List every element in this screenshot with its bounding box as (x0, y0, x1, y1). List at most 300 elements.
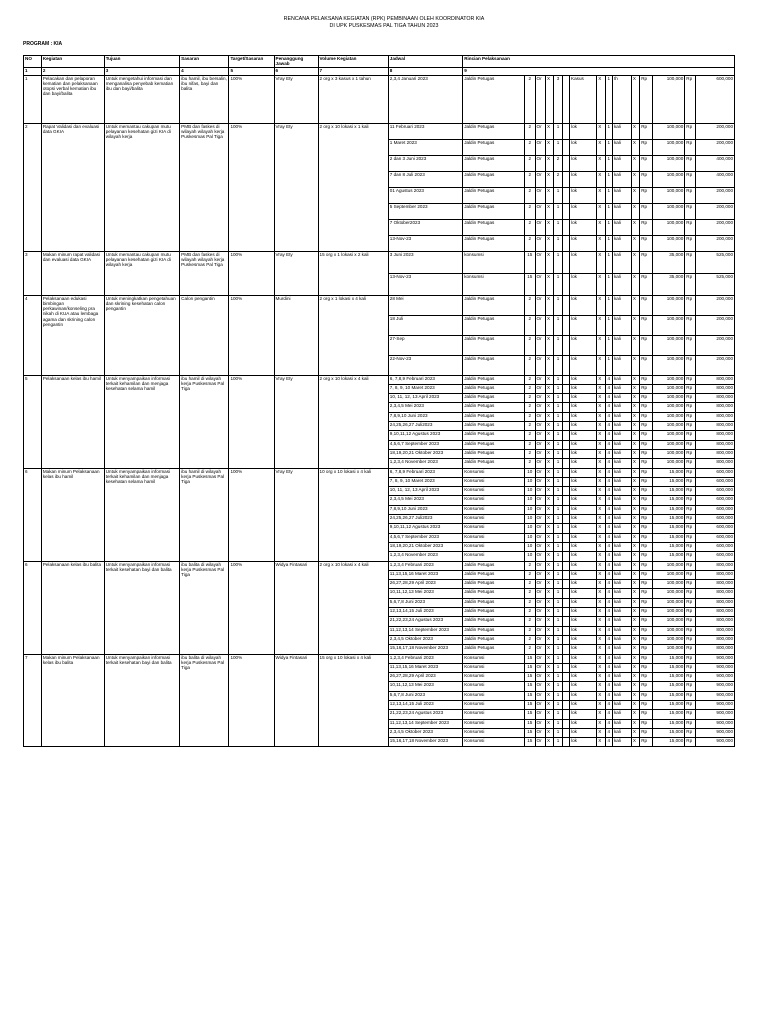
qty-orang-cell: 10 (525, 496, 535, 505)
unit-orang-cell: Or (535, 533, 545, 542)
times-cell: X (631, 719, 639, 728)
currency-cell: Rp (685, 139, 695, 155)
unit-kali-cell: kali (613, 187, 632, 203)
rincian-cell: Jaldin Petugas (463, 355, 525, 375)
total-cell: 900,000 (695, 663, 734, 672)
target-cell: 100% (229, 75, 274, 123)
unit-lokasi-cell: lok (570, 315, 597, 335)
rincian-cell: Konsumsi (463, 719, 525, 728)
blank-cell (562, 487, 569, 496)
jadwal-cell: 7 Oktober2023 (388, 219, 462, 235)
times-cell: X (631, 384, 639, 393)
times-cell: X (597, 626, 605, 635)
rincian-cell: Konsumsi (463, 477, 525, 486)
unit-orang-cell: Or (535, 477, 545, 486)
times-cell: X (631, 580, 639, 589)
times-cell: X (545, 663, 553, 672)
qty-kali-cell: 4 (605, 570, 612, 579)
qty-lokasi-cell: 1 (554, 598, 562, 607)
times-cell: X (597, 663, 605, 672)
currency-cell: Rp (685, 710, 695, 719)
blank-cell (562, 635, 569, 644)
blank-cell (562, 589, 569, 598)
rincian-cell: konsumsi (463, 251, 525, 273)
blank-cell (562, 673, 569, 682)
jadwal-cell: 21,22,23,24 Agustus 2023 (388, 617, 462, 626)
unit-kali-cell: kali (613, 728, 632, 737)
blank-cell (562, 295, 569, 315)
currency-cell: Rp (640, 449, 653, 458)
qty-kali-cell: 1 (605, 187, 612, 203)
times-cell: X (545, 496, 553, 505)
currency-cell: Rp (685, 449, 695, 458)
pj-cell: Vray Ety (274, 123, 318, 251)
qty-orang-cell: 15 (525, 710, 535, 719)
unit-price-cell: 100,000 (652, 403, 684, 412)
rincian-cell: Jaldin Petugas (463, 412, 525, 421)
unit-lokasi-cell: lok (570, 645, 597, 654)
qty-kali-cell: 4 (605, 719, 612, 728)
total-cell: 800,000 (695, 645, 734, 654)
qty-orang-cell: 2 (525, 295, 535, 315)
jadwal-cell: 24,25,26,27 Juli2023 (388, 515, 462, 524)
unit-kali-cell: kali (613, 515, 632, 524)
qty-lokasi-cell: 1 (554, 524, 562, 533)
currency-cell: Rp (685, 273, 695, 295)
qty-orang-cell: 2 (525, 449, 535, 458)
unit-price-cell: 15,000 (652, 700, 684, 709)
currency-cell: Rp (685, 691, 695, 700)
qty-lokasi-cell: 1 (554, 335, 562, 355)
rincian-cell: Jaldin Petugas (463, 139, 525, 155)
unit-orang-cell: Or (535, 403, 545, 412)
tujuan-cell: Untuk meningkatkan pengetahuan dan skrining kesehatan calon pengantin (104, 295, 179, 375)
times-cell: X (545, 635, 553, 644)
unit-price-cell: 15,000 (652, 654, 684, 663)
unit-lokasi-cell: lok (570, 155, 597, 171)
rincian-cell: Konsumsi (463, 682, 525, 691)
blank-cell (562, 524, 569, 533)
qty-lokasi-cell: 1 (554, 580, 562, 589)
total-cell: 800,000 (695, 589, 734, 598)
qty-lokasi-cell: 1 (554, 412, 562, 421)
unit-orang-cell: Or (535, 617, 545, 626)
total-cell: 800,000 (695, 403, 734, 412)
column-number-cell: 3 (104, 67, 179, 75)
qty-orang-cell: 2 (525, 598, 535, 607)
total-cell: 200,000 (695, 295, 734, 315)
currency-cell: Rp (685, 533, 695, 542)
currency-cell: Rp (640, 315, 653, 335)
volume-cell: 15 org x 1 lokasi x 2 kali (318, 251, 388, 295)
blank-cell (562, 219, 569, 235)
currency-cell: Rp (685, 335, 695, 355)
unit-lokasi-cell: lok (570, 738, 597, 747)
unit-orang-cell: Or (535, 542, 545, 551)
currency-cell: Rp (640, 394, 653, 403)
unit-kali-cell: kali (613, 663, 632, 672)
unit-lokasi-cell: lok (570, 384, 597, 393)
times-cell: X (597, 719, 605, 728)
qty-orang-cell: 10 (525, 487, 535, 496)
total-cell: 800,000 (695, 580, 734, 589)
jadwal-cell: 2,3,4,5 Mei 2023 (388, 496, 462, 505)
times-cell: X (631, 459, 639, 468)
currency-cell: Rp (640, 295, 653, 315)
no-cell: 2 (24, 123, 42, 251)
blank-cell (562, 561, 569, 570)
currency-cell: Rp (685, 477, 695, 486)
rincian-cell: Jaldin Petugas (463, 394, 525, 403)
jadwal-cell: 11,12,13,14 September 2023 (388, 719, 462, 728)
rincian-cell: konsumsi (463, 273, 525, 295)
times-cell: X (631, 412, 639, 421)
qty-lokasi-cell: 1 (554, 139, 562, 155)
currency-cell: Rp (640, 719, 653, 728)
jadwal-cell: 3 Juni 2023 (388, 251, 462, 273)
rincian-cell: Konsumsi (463, 654, 525, 663)
rincian-cell: Konsumsi (463, 505, 525, 514)
times-cell: X (545, 468, 553, 477)
qty-orang-cell: 2 (525, 187, 535, 203)
blank-cell (562, 422, 569, 431)
unit-kali-cell: kali (613, 422, 632, 431)
rincian-cell: Jaldin Petugas (463, 203, 525, 219)
table-body (24, 56, 735, 747)
unit-price-cell: 100,000 (652, 123, 684, 139)
qty-orang-cell: 2 (525, 155, 535, 171)
unit-lokasi-cell: lok (570, 570, 597, 579)
times-cell: X (597, 394, 605, 403)
currency-cell: Rp (640, 738, 653, 747)
unit-kali-cell: th (613, 75, 632, 123)
kegiatan-cell: Pelacakan dan pelaporan kematian dan pelaksanaan otopsi verbal kematian ibu dan bayi/balita (41, 75, 104, 123)
unit-orang-cell: Or (535, 123, 545, 139)
blank-cell (562, 412, 569, 421)
times-cell: X (545, 533, 553, 542)
unit-price-cell: 100,000 (652, 459, 684, 468)
unit-price-cell: 15,000 (652, 552, 684, 561)
unit-orang-cell: Or (535, 673, 545, 682)
rincian-cell: Jaldin Petugas (463, 335, 525, 355)
currency-cell: Rp (685, 187, 695, 203)
times-cell: X (631, 235, 639, 251)
qty-lokasi-cell: 1 (554, 700, 562, 709)
currency-cell: Rp (640, 533, 653, 542)
unit-kali-cell: kali (613, 219, 632, 235)
qty-orang-cell: 2 (525, 645, 535, 654)
rincian-cell: Jaldin Petugas (463, 375, 525, 384)
rincian-cell: Jaldin Petugas (463, 422, 525, 431)
blank-cell (562, 608, 569, 617)
qty-orang-cell: 15 (525, 691, 535, 700)
tujuan-cell: Untuk menyampaikan informasi terkait kesehatan bayi dan balita (104, 561, 179, 654)
unit-orang-cell: Or (535, 710, 545, 719)
times-cell: X (545, 542, 553, 551)
jadwal-cell: 1 Maret 2023 (388, 139, 462, 155)
unit-orang-cell: Or (535, 394, 545, 403)
total-cell: 900,000 (695, 691, 734, 700)
qty-kali-cell: 1 (605, 219, 612, 235)
times-cell: X (597, 496, 605, 505)
times-cell: X (597, 75, 605, 123)
currency-cell: Rp (640, 459, 653, 468)
total-cell: 200,000 (695, 335, 734, 355)
rincian-cell: Jaldin Petugas (463, 635, 525, 644)
qty-orang-cell: 2 (525, 219, 535, 235)
qty-lokasi-cell: 1 (554, 635, 562, 644)
blank-cell (562, 384, 569, 393)
unit-price-cell: 15,000 (652, 728, 684, 737)
unit-lokasi-cell: lok (570, 355, 597, 375)
qty-lokasi-cell: 1 (554, 542, 562, 551)
qty-lokasi-cell: 1 (554, 496, 562, 505)
currency-cell: Rp (685, 487, 695, 496)
table-row (24, 75, 735, 123)
currency-cell: Rp (640, 403, 653, 412)
qty-lokasi-cell: 1 (554, 203, 562, 219)
jadwal-cell: 22-Nov-23 (388, 355, 462, 375)
unit-kali-cell: kali (613, 589, 632, 598)
unit-price-cell: 15,000 (652, 738, 684, 747)
times-cell: X (597, 700, 605, 709)
pj-cell: Vray Ety (274, 375, 318, 468)
volume-cell: 10 org x 10 lokasi x 4 kali (318, 468, 388, 561)
tujuan-cell: Untuk menyampaikan informasi terkait kesehatan bayi dan balita (104, 654, 179, 747)
times-cell: X (631, 251, 639, 273)
unit-orang-cell: Or (535, 608, 545, 617)
rincian-cell: Jaldin Petugas (463, 626, 525, 635)
times-cell: X (545, 75, 553, 123)
qty-orang-cell: 15 (525, 728, 535, 737)
unit-price-cell: 100,000 (652, 635, 684, 644)
qty-lokasi-cell: 1 (554, 654, 562, 663)
unit-price-cell: 100,000 (652, 449, 684, 458)
currency-cell: Rp (640, 552, 653, 561)
unit-price-cell: 15,000 (652, 673, 684, 682)
currency-cell: Rp (685, 496, 695, 505)
jadwal-cell: 18,19,20,21 Oktober 2023 (388, 449, 462, 458)
qty-kali-cell: 4 (605, 505, 612, 514)
qty-kali-cell: 4 (605, 608, 612, 617)
rincian-cell: Jaldin Petugas (463, 561, 525, 570)
table-row (24, 251, 735, 273)
jadwal-cell: 27-Sep (388, 335, 462, 355)
jadwal-cell: 10,11,12,13 Mei 2023 (388, 589, 462, 598)
header-row (24, 56, 735, 68)
currency-cell: Rp (685, 589, 695, 598)
no-cell: 5 (24, 375, 42, 468)
unit-orang-cell: Or (535, 375, 545, 384)
currency-cell: Rp (685, 459, 695, 468)
times-cell: X (597, 219, 605, 235)
times-cell: X (545, 412, 553, 421)
qty-orang-cell: 2 (525, 635, 535, 644)
times-cell: X (545, 645, 553, 654)
qty-kali-cell: 1 (605, 171, 612, 187)
total-cell: 400,000 (695, 171, 734, 187)
header-cell: Penanggung Jawab (274, 56, 318, 68)
times-cell: X (597, 203, 605, 219)
currency-cell: Rp (640, 487, 653, 496)
rincian-cell: Jaldin Petugas (463, 75, 525, 123)
times-cell: X (597, 355, 605, 375)
header-cell: Volume Kegiatan (318, 56, 388, 68)
qty-kali-cell: 4 (605, 635, 612, 644)
qty-orang-cell: 2 (525, 412, 535, 421)
unit-price-cell: 100,000 (652, 171, 684, 187)
unit-lokasi-cell: lok (570, 542, 597, 551)
blank-cell (562, 663, 569, 672)
unit-price-cell: 100,000 (652, 355, 684, 375)
qty-orang-cell: 2 (525, 75, 535, 123)
qty-kali-cell: 4 (605, 403, 612, 412)
total-cell: 400,000 (695, 155, 734, 171)
rincian-cell: Jaldin Petugas (463, 440, 525, 449)
rincian-cell: Jaldin Petugas (463, 403, 525, 412)
column-number-cell: 9 (463, 67, 735, 75)
qty-kali-cell: 4 (605, 459, 612, 468)
total-cell: 900,000 (695, 700, 734, 709)
currency-cell: Rp (640, 477, 653, 486)
times-cell: X (545, 187, 553, 203)
rincian-cell: Konsumsi (463, 533, 525, 542)
times-cell: X (597, 295, 605, 315)
currency-cell: Rp (685, 738, 695, 747)
blank-cell (562, 542, 569, 551)
column-number-cell: 8 (388, 67, 462, 75)
jadwal-cell: 11 Februari 2023 (388, 123, 462, 139)
blank-cell (562, 552, 569, 561)
qty-lokasi-cell: 1 (554, 533, 562, 542)
currency-cell: Rp (685, 155, 695, 171)
qty-kali-cell: 4 (605, 598, 612, 607)
qty-lokasi-cell: 1 (554, 691, 562, 700)
unit-price-cell: 100,000 (652, 580, 684, 589)
unit-lokasi-cell: lok (570, 187, 597, 203)
times-cell: X (631, 496, 639, 505)
total-cell: 600,000 (695, 477, 734, 486)
blank-cell (562, 155, 569, 171)
currency-cell: Rp (685, 719, 695, 728)
jadwal-cell: 28 Mei (388, 295, 462, 315)
unit-lokasi-cell: lok (570, 468, 597, 477)
table-row (24, 123, 735, 139)
times-cell: X (545, 524, 553, 533)
currency-cell: Rp (685, 123, 695, 139)
unit-orang-cell: Or (535, 728, 545, 737)
blank-cell (562, 598, 569, 607)
qty-kali-cell: 4 (605, 580, 612, 589)
qty-kali-cell: 4 (605, 412, 612, 421)
jadwal-cell: 11,12,13,14 September 2023 (388, 626, 462, 635)
currency-cell: Rp (685, 403, 695, 412)
total-cell: 600,000 (695, 75, 734, 123)
times-cell: X (545, 728, 553, 737)
total-cell: 600,000 (695, 524, 734, 533)
times-cell: X (631, 608, 639, 617)
times-cell: X (631, 589, 639, 598)
qty-kali-cell: 4 (605, 617, 612, 626)
times-cell: X (545, 719, 553, 728)
blank-cell (562, 355, 569, 375)
qty-orang-cell: 15 (525, 738, 535, 747)
total-cell: 800,000 (695, 459, 734, 468)
unit-orang-cell: Or (535, 505, 545, 514)
target-cell: 100% (229, 468, 274, 561)
currency-cell: Rp (685, 626, 695, 635)
table-row (24, 375, 735, 384)
unit-kali-cell: kali (613, 449, 632, 458)
unit-price-cell: 15,000 (652, 691, 684, 700)
times-cell: X (631, 123, 639, 139)
unit-kali-cell: kali (613, 617, 632, 626)
qty-kali-cell: 4 (605, 394, 612, 403)
times-cell: X (631, 728, 639, 737)
qty-kali-cell: 1 (605, 315, 612, 335)
currency-cell: Rp (685, 505, 695, 514)
unit-orang-cell: Or (535, 440, 545, 449)
qty-lokasi-cell: 1 (554, 673, 562, 682)
volume-cell: 2 org x 10 lokasi x 4 kali (318, 375, 388, 468)
currency-cell: Rp (640, 598, 653, 607)
unit-orang-cell: Or (535, 459, 545, 468)
rincian-cell: Jaldin Petugas (463, 598, 525, 607)
times-cell: X (545, 561, 553, 570)
currency-cell: Rp (685, 608, 695, 617)
blank-cell (562, 335, 569, 355)
blank-cell (562, 580, 569, 589)
currency-cell: Rp (640, 635, 653, 644)
qty-orang-cell: 15 (525, 273, 535, 295)
times-cell: X (597, 403, 605, 412)
unit-kali-cell: kali (613, 719, 632, 728)
unit-lokasi-cell: lok (570, 505, 597, 514)
unit-price-cell: 15,000 (652, 487, 684, 496)
target-cell: 100% (229, 251, 274, 295)
times-cell: X (631, 449, 639, 458)
unit-lokasi-cell: lok (570, 219, 597, 235)
unit-kali-cell: kali (613, 139, 632, 155)
qty-lokasi-cell: 1 (554, 123, 562, 139)
total-cell: 200,000 (695, 355, 734, 375)
unit-orang-cell: Or (535, 663, 545, 672)
currency-cell: Rp (640, 663, 653, 672)
jadwal-cell: 7, 8, 9, 10 Maret 2023 (388, 477, 462, 486)
qty-kali-cell: 1 (605, 139, 612, 155)
unit-lokasi-cell: lok (570, 203, 597, 219)
times-cell: X (631, 617, 639, 626)
currency-cell: Rp (640, 422, 653, 431)
qty-orang-cell: 2 (525, 440, 535, 449)
unit-price-cell: 100,000 (652, 440, 684, 449)
qty-orang-cell: 2 (525, 394, 535, 403)
rincian-cell: Konsumsi (463, 496, 525, 505)
table-row (24, 654, 735, 663)
total-cell: 800,000 (695, 440, 734, 449)
times-cell: X (545, 155, 553, 171)
unit-kali-cell: kali (613, 335, 632, 355)
qty-lokasi-cell: 1 (554, 663, 562, 672)
currency-cell: Rp (685, 598, 695, 607)
blank-cell (562, 440, 569, 449)
times-cell: X (545, 673, 553, 682)
header-cell: Rincian Pelaksanaan (463, 56, 735, 68)
qty-kali-cell: 4 (605, 496, 612, 505)
unit-kali-cell: kali (613, 403, 632, 412)
tujuan-cell: Untuk menyampaikan informasi terkait kehamilan dan menjaga kesehatan selama hamil (104, 375, 179, 468)
column-number-cell: 6 (274, 67, 318, 75)
